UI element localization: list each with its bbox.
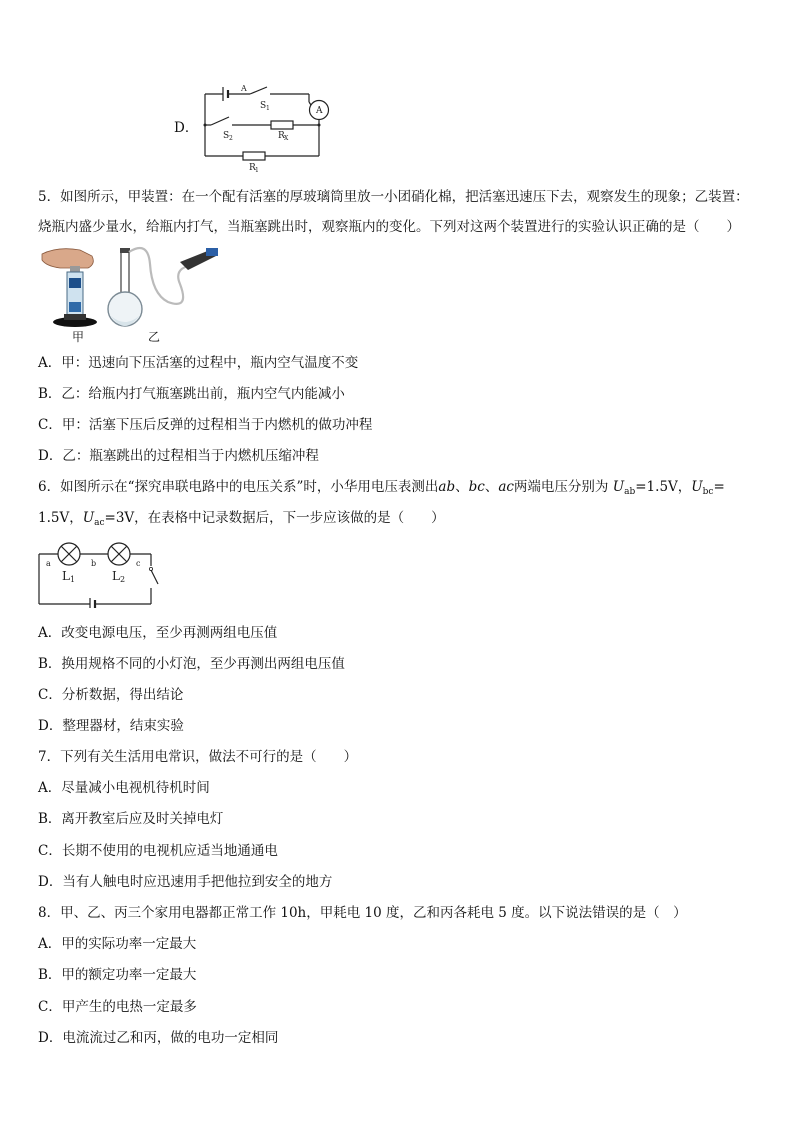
q6-u-ac: U — [82, 510, 95, 526]
q5-apparatus-figure — [40, 244, 220, 344]
q5-option-d: D．乙：瓶塞跳出的过程相当于内燃机压缩冲程 — [38, 448, 319, 464]
q8-option-b: B．甲的额定功率一定最大 — [38, 967, 197, 983]
q6-label-l1-sub: 1 — [70, 575, 76, 584]
circuit-d-option-letter: D． — [174, 120, 199, 136]
q5-option-b: B．乙：给瓶内打气瓶塞跳出前，瓶内空气内能减小 — [38, 386, 345, 402]
q6-option-a: A．改变电源电压，至少再测两组电压值 — [38, 625, 278, 641]
q6-sep2: 、 — [484, 479, 499, 495]
circuit-label-rx-sub: X — [284, 135, 289, 142]
circuit-label-s2: S — [223, 131, 230, 141]
q6-val-ab: =1.5V， — [635, 479, 692, 495]
fig-label-yi: 乙 — [148, 330, 161, 344]
q5-stem-line1: 5．如图所示，甲装置：在一个配有活塞的厚玻璃筒里放一小团硝化棉，把活塞迅速压下去，观察发生的现象；乙装置： — [38, 189, 749, 205]
q6-sub-ab: ab — [624, 487, 636, 497]
fig-label-jia: 甲 — [72, 330, 85, 344]
q8-option-d: D．电流流过乙和丙，做的电功一定相同 — [38, 1030, 279, 1046]
circuit-label-r1-sub: 1 — [255, 167, 259, 173]
q7-option-d: D．当有人触电时应迅速用手把他拉到安全的地方 — [38, 874, 333, 890]
q7-stem: 7．下列有关生活用电常识，做法不可行的是（ ） — [38, 749, 358, 765]
q8-option-c: C．甲产生的电热一定最多 — [38, 999, 197, 1015]
circuit-label-rx: R — [278, 131, 285, 141]
circuit-label-a: A — [241, 84, 247, 93]
q6-stem-line2 — [38, 508, 445, 533]
hand-pressing-icon — [42, 249, 93, 272]
q6-option-b: B．换用规格不同的小灯泡，至少再测出两组电压值 — [38, 656, 345, 672]
q6-ab: ab — [438, 479, 456, 495]
q6-label-a: a — [46, 559, 51, 568]
circuit-label-r1: R — [249, 163, 256, 173]
q6-label-l2-sub: 2 — [120, 575, 126, 584]
q6-sep1: 、 — [455, 479, 469, 495]
q8-option-a: A．甲的实际功率一定最大 — [38, 936, 197, 952]
q6-label-c: c — [136, 559, 141, 568]
q5-option-c: C．甲：活塞下压后反弹的过程相当于内燃机的做功冲程 — [38, 417, 373, 433]
q6-stem-part2: 两端电压分别为 — [513, 479, 609, 495]
q6-stem-part1: 6．如图所示在“探究串联电路中的电压关系”时，小华用电压表测出 — [38, 479, 439, 495]
q6-option-d: D．整理器材，结束实验 — [38, 718, 184, 734]
q6-label-l2: L — [112, 569, 120, 583]
q6-bc: bc — [468, 479, 485, 495]
q6-label-b: b — [91, 559, 97, 568]
q6-ac: ac — [498, 479, 514, 495]
circuit-diagram-d — [195, 78, 340, 173]
q6-val-ac: =3V，在表格中记录数据后，下一步应该做的是（ ） — [104, 510, 445, 526]
q6-val-bc: 1.5V， — [38, 510, 83, 526]
q6-u-bc: U — [691, 479, 703, 495]
q6-sub-bc: bc — [702, 487, 714, 497]
circuit-label-s1: S — [260, 101, 267, 111]
flask-icon — [108, 248, 142, 326]
circuit-label-s2-sub: 2 — [229, 135, 233, 142]
q8-stem: 8．甲、乙、丙三个家用电器都正常工作 10h，甲耗电 10 度，乙和丙各耗电 5 度。以下说法错误的是（ ） — [38, 905, 687, 921]
q6-sub-ac: ac — [94, 518, 105, 528]
q6-label-l1: L — [62, 569, 70, 583]
q7-option-b: B．离开教室后应及时关掉电灯 — [38, 811, 224, 827]
q6-val-bc-eq: = — [713, 479, 725, 495]
air-pump-icon — [180, 248, 218, 270]
q5-stem-line2: 烧瓶内盛少量水，给瓶内打气，当瓶塞跳出时，观察瓶内的变化。下列对这两个装置进行的实验认识正确的是（ ） — [38, 219, 740, 235]
circuit-label-s1-sub: 1 — [266, 105, 270, 112]
q7-option-a: A．尽量减小电视机待机时间 — [38, 780, 210, 796]
q6-option-c: C．分析数据，得出结论 — [38, 687, 184, 703]
ammeter-label: A — [316, 106, 323, 116]
q7-option-c: C．长期不使用的电视机应适当地通通电 — [38, 843, 278, 859]
q6-u-ab: U — [612, 479, 625, 495]
q6-stem-line1 — [38, 477, 725, 502]
q6-series-circuit — [36, 538, 166, 608]
q5-option-a: A．甲：迅速向下压活塞的过程中，瓶内空气温度不变 — [38, 355, 359, 371]
